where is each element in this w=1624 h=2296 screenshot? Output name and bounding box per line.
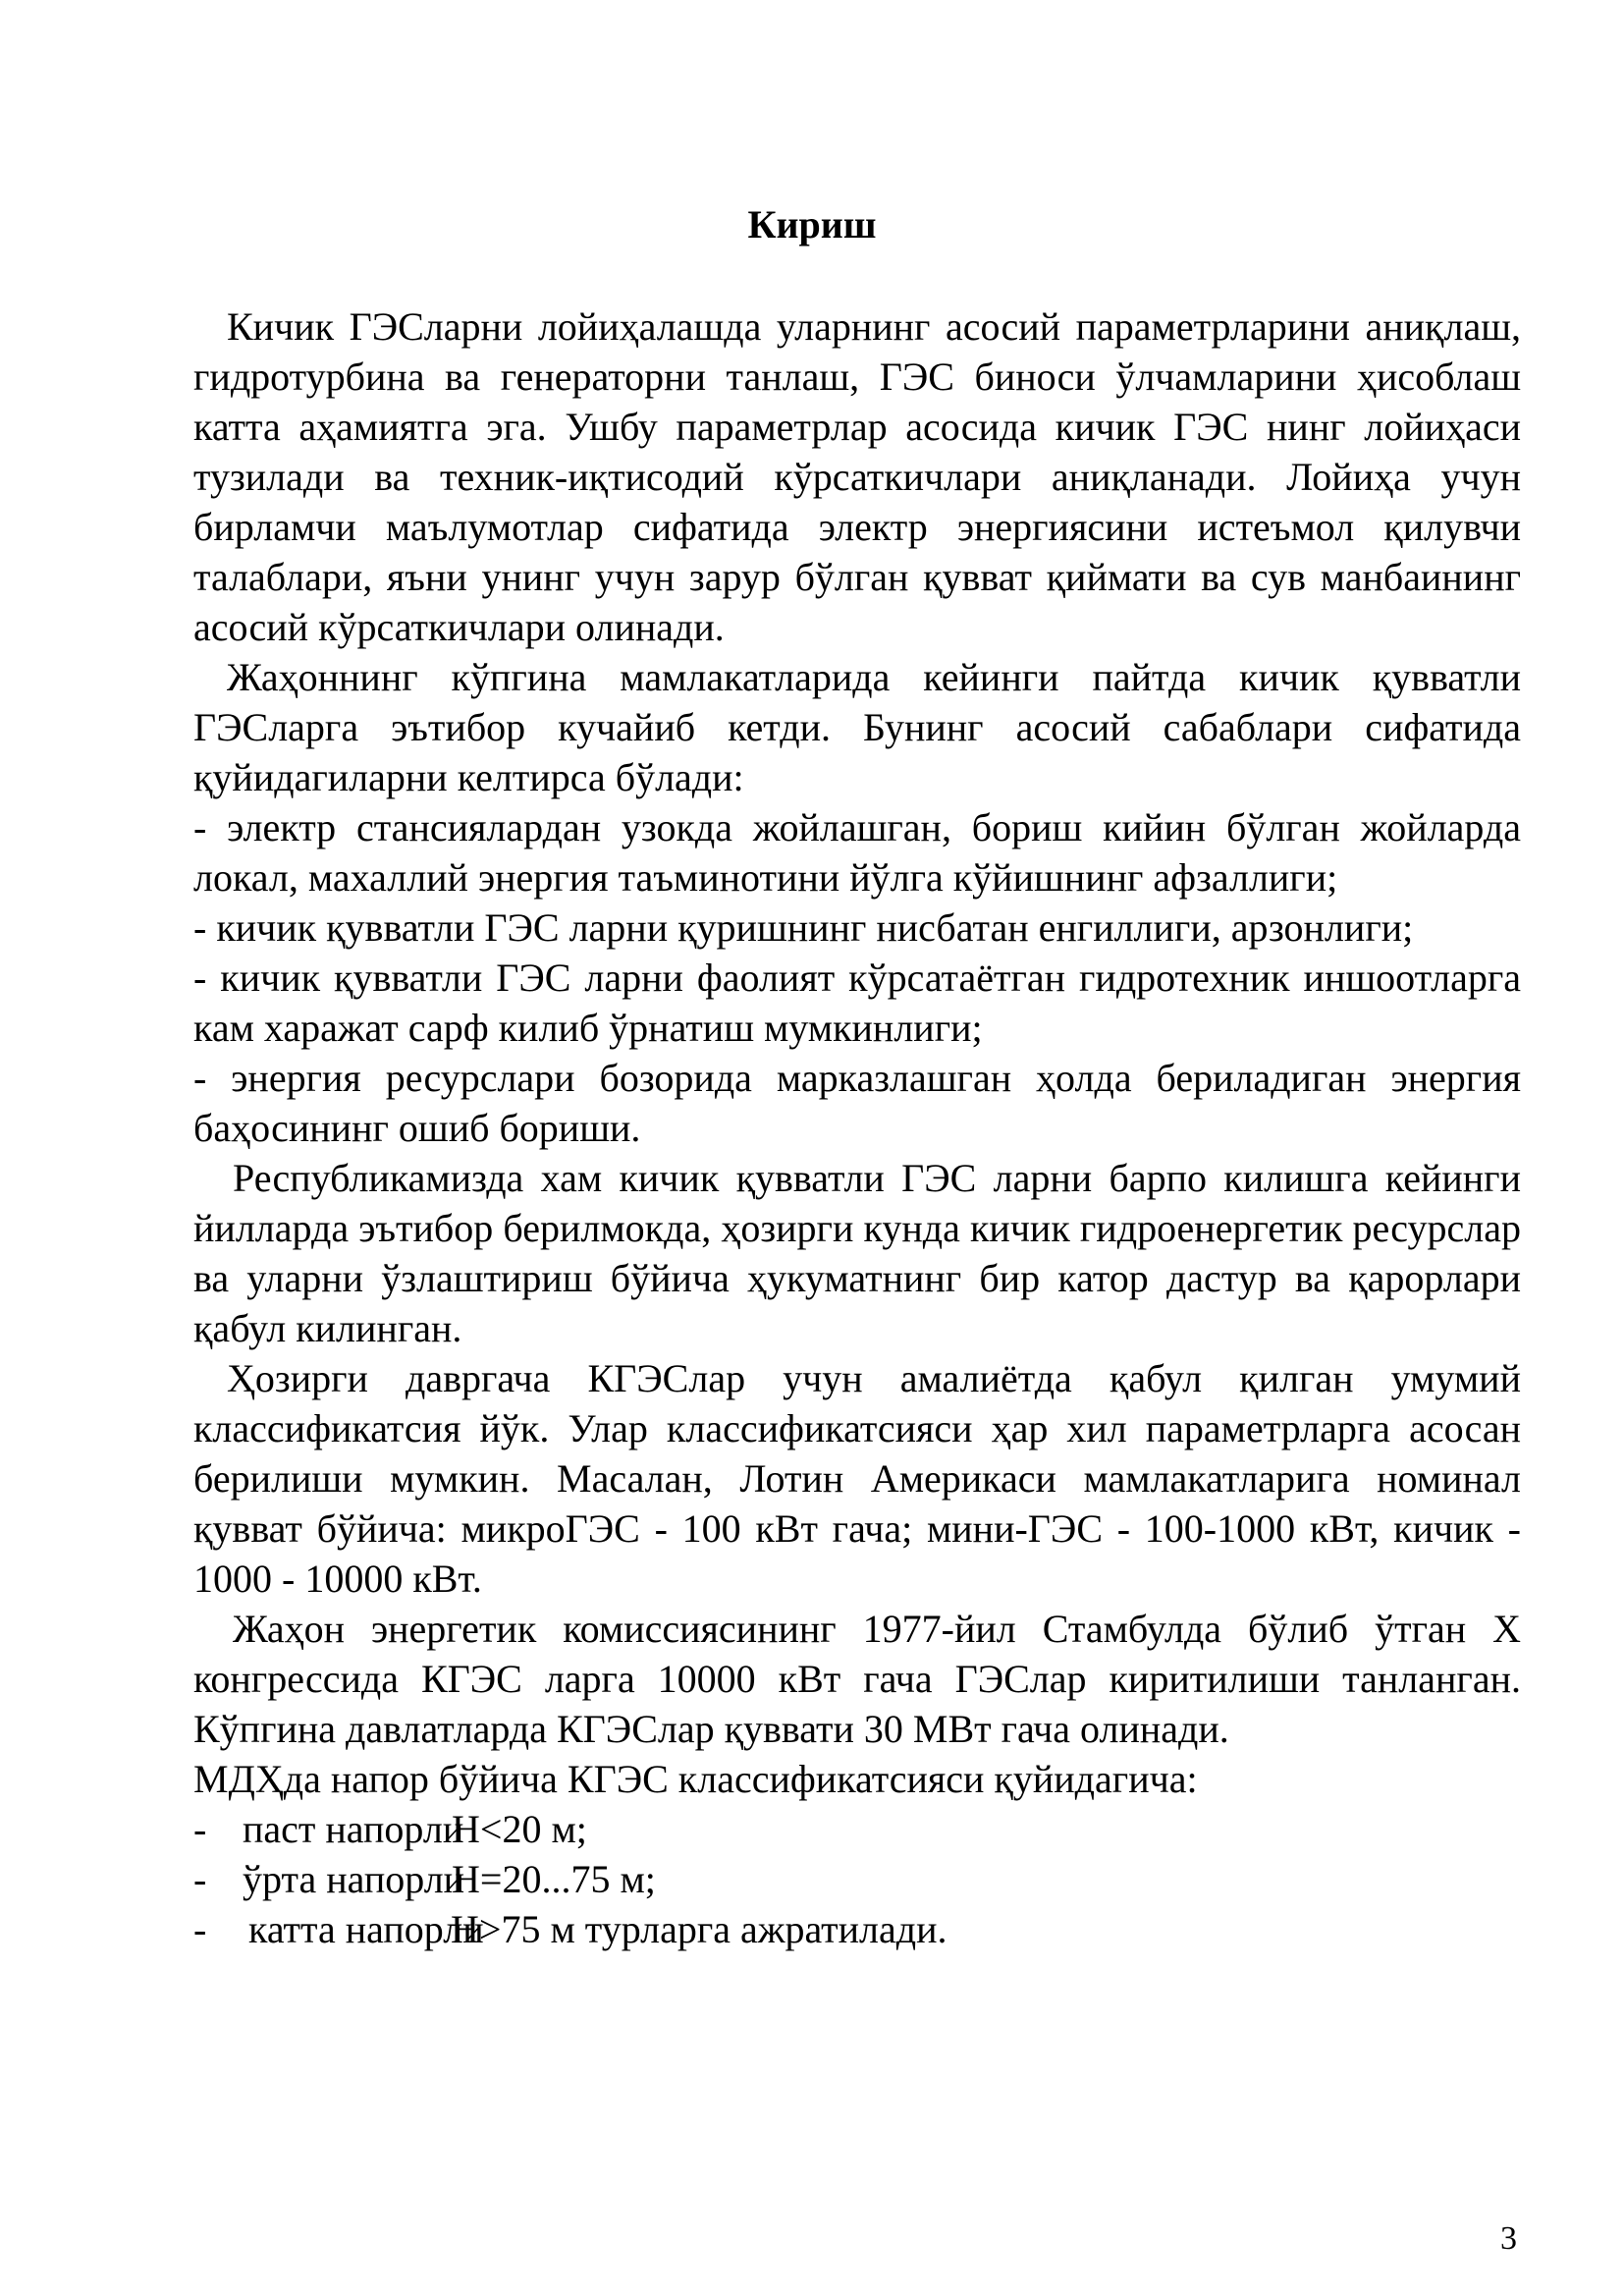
paragraph-classification: Ҳозирги давргача КГЭСлар учун амалиётда қабул қилган умумий классификатсия йўк. Улар классификатсияси ҳар хил параметрларга асосан берилиши мумкин. Масалан, Лотин Америкаси мамлакатларига номинал қувват бўйича: микроГЭС - 100 кВт гача; мини-ГЭС - 100-1000 кВт, кичик - 1000 - 10000 кВт. xyxy=(193,1356,1521,1601)
list-dash: - xyxy=(193,1857,207,1901)
list-item-reason-1: - электр стансиялардан узокда жойлашган, бориш кийин бўлган жойларда локал, махаллий энергия таъминотини йўлга кўйишнинг афзаллиги; xyxy=(193,805,1521,900)
head-class-value: H>75 м турларга ажратилади. xyxy=(451,1907,947,1951)
head-class-value: H=20...75 м; xyxy=(452,1857,656,1901)
paragraph-republic: Республикамизда хам кичик қувватли ГЭС ларни барпо килишга кейинги йилларда эътибор берилмокда, ҳозирги кунда кичик гидроенергетик ресурслар ва уларни ўзлаштириш бўйича ҳукуматнинг бир катор дастур ва қарорлари қабул килинган. xyxy=(193,1156,1521,1350)
paragraph-world-interest: Жаҳоннинг кўпгина мамлакатларида кейинги пайтда кичик қувватли ГЭСларга эътибор кучайиб кетди. Бунинг асосий сабаблари сифатида қуйидагиларни келтирса бўлади: xyxy=(193,655,1521,799)
list-item-reason-2: - кичик қувватли ГЭС ларни қуришнинг нисбатан енгиллиги, арзонлиги; xyxy=(193,905,1414,950)
head-class-value: H<20 м; xyxy=(452,1807,587,1851)
classification-row xyxy=(193,1854,1521,1904)
list-item-reason-3: - кичик қувватли ГЭС ларни фаолият кўрсатаётган гидротехник иншоотларга кам харажат сарф килиб ўрнатиш мумкинлиги; xyxy=(193,956,1521,1050)
paragraph-intro: Кичик ГЭСларни лойиҳалашда уларнинг асосий параметрларини аниқлаш, гидротурбина ва генераторни танлаш, ГЭС биноси ўлчамларини ҳисоблаш катта аҳамиятга эга. Ушбу параметрлар асосида кичик ГЭС нинг лойиҳаси тузилади ва техник-иқтисодий кўрсаткичлари аниқланади. Лойиҳа учун бирламчи маълумотлар сифатида электр энергиясини истеъмол қилувчи талаблари, яъни унинг учун зарур бўлган қувват қиймати ва сув манбаининг асосий кўрсаткичлари олинади. xyxy=(193,304,1521,649)
page-number: 3 xyxy=(1500,2220,1517,2257)
head-class-name: ўрта напорли xyxy=(243,1857,465,1901)
body-text xyxy=(193,301,1521,1954)
list-dash: - xyxy=(193,1807,207,1851)
paragraph-cis-classification: МДҲда напор бўйича КГЭС классификатсияси қуйидагича: xyxy=(193,1757,1198,1801)
classification-row xyxy=(193,1904,1521,1954)
head-class-name: паст напорли xyxy=(243,1807,464,1851)
head-class-name: катта напорли xyxy=(248,1907,484,1951)
list-dash: - xyxy=(193,1907,207,1951)
classification-row xyxy=(193,1804,1521,1854)
page-title: Кириш xyxy=(747,202,877,246)
paragraph-congress: Жаҳон энергетик комиссиясининг 1977-йил Стамбулда бўлиб ўтган Х конгрессида КГЭС ларга 10000 кВт гача ГЭСлар киритилиши танланган. Кўпгина давлатларда КГЭСлар қуввати 30 МВт гача олинади. xyxy=(193,1607,1521,1751)
list-item-reason-4: - энергия ресурслари бозорида марказлашган ҳолда бериладиган энергия баҳосининг ошиб бориши. xyxy=(193,1056,1521,1150)
